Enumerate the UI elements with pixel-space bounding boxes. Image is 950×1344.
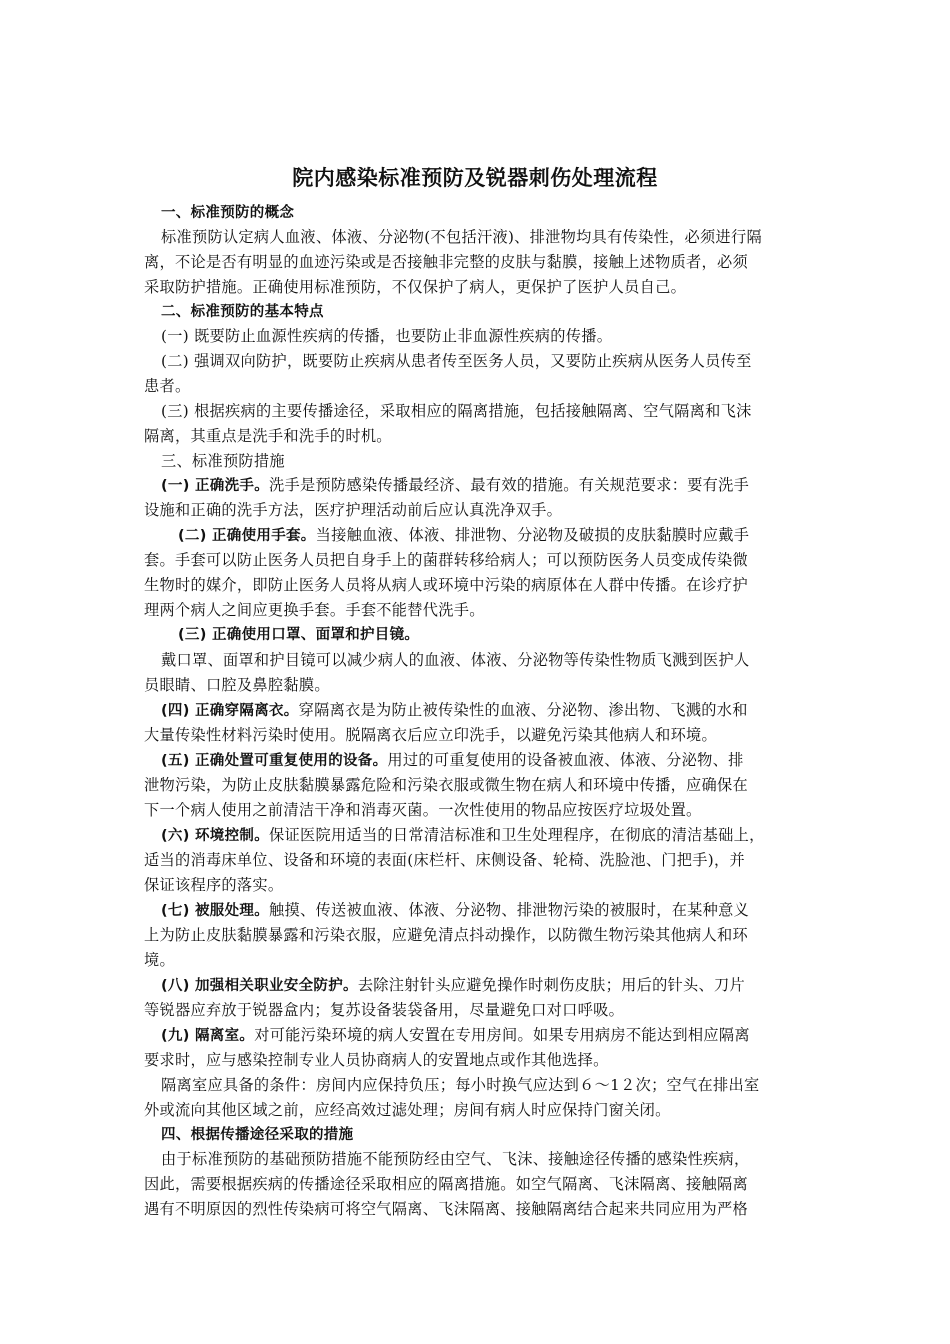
measure-8-line	[161, 974, 745, 997]
measure-7-heading: (七) 被服处理。	[161, 903, 270, 919]
measure-2-line	[178, 524, 749, 547]
paragraph-line: 要求时，应与感染控制专业人员协商病人的安置地点或作其他选择。	[144, 1051, 609, 1069]
section-heading-4: 四、根据传播途径采取的措施	[161, 1127, 354, 1143]
paragraph-line: 隔离室应具备的条件：房间内应保持负压；每小时换气应达到６～1２次；空气在排出室	[161, 1076, 760, 1094]
measure-5-line	[161, 749, 744, 772]
measure-5-text: 用过的可重复使用的设备被血液、体液、分泌物、排	[387, 751, 744, 769]
paragraph-line: 离，不论是否有明显的血迹污染或是否接触非完整的皮肤与黏膜，接触上述物质者，必须	[144, 253, 749, 271]
section-heading-1: 一、标准预防的概念	[161, 205, 295, 221]
paragraph-line: 员眼睛、口腔及鼻腔黏膜。	[144, 676, 330, 694]
paragraph-line: 泄物污染，为防止皮肤黏膜暴露危险和污染衣服或微生物在病人和环境中传播，应确保在	[144, 776, 749, 794]
section-heading-3: 三、标准预防措施	[161, 452, 285, 470]
paragraph-line: 采取防护措施。正确使用标准预防，不仅保护了病人，更保护了医护人员自己。	[144, 278, 687, 296]
measure-1-text: 洗手是预防感染传播最经济、最有效的措施。有关规范要求：要有洗手	[269, 476, 750, 494]
paragraph-line: (三) 根据疾病的主要传播途径，采取相应的隔离措施，包括接触隔离、空气隔离和飞沫	[161, 402, 752, 420]
measure-6-text: 保证医院用适当的日常清洁标准和卫生处理程序，在彻底的清洁基础上，	[269, 826, 765, 844]
paragraph-line: (一) 既要防止血源性疾病的传播，也要防止非血源性疾病的传播。	[161, 327, 613, 345]
paragraph-line: 因此，需要根据疾病的传播途径采取相应的隔离措施。如空气隔离、飞沫隔离、接触隔离	[144, 1175, 749, 1193]
paragraph-line: 外或流向其他区域之前，应经高效过滤处理；房间有病人时应保持门窗关闭。	[144, 1101, 671, 1119]
measure-3-heading: (三) 正确使用口罩、面罩和护目镜。	[178, 627, 420, 643]
paragraph-line: 生物时的媒介，即防止医务人员将从病人或环境中污染的病原体在人群中传播。在诊疗护	[144, 576, 749, 594]
document-title: 院内感染标准预防及锐器刺伤处理流程	[292, 166, 658, 190]
paragraph-line: 适当的消毒床单位、设备和环境的表面(床栏杆、床侧设备、轮椅、洗脸池、门把手)，并	[144, 851, 745, 869]
paragraph-line: 遇有不明原因的烈性传染病可将空气隔离、飞沫隔离、接触隔离结合起来共同应用为严格	[144, 1200, 749, 1218]
measure-2-text: 当接触血液、体液、排泄物、分泌物及破损的皮肤黏膜时应戴手	[315, 526, 750, 544]
measure-4-text: 穿隔离衣是为防止被传染性的血液、分泌物、渗出物、飞溅的水和	[298, 701, 748, 719]
paragraph-line: 套。手套可以防止医务人员把自身手上的菌群转移给病人；可以预防医务人员变成传染微	[144, 551, 749, 569]
paragraph-line: (二) 强调双向防护，既要防止疾病从患者传至医务人员，又要防止疾病从医务人员传至	[161, 352, 752, 370]
measure-9-text: 对可能污染环境的病人安置在专用房间。如果专用病房不能达到相应隔离	[254, 1026, 750, 1044]
paragraph-line: 境。	[144, 951, 175, 969]
section-heading-2: 二、标准预防的基本特点	[161, 304, 324, 320]
measure-9-heading: (九) 隔离室。	[161, 1028, 255, 1044]
paragraph-line: 标准预防认定病人血液、体液、分泌物(不包括汗液)、排泄物均具有传染性，必须进行隔	[161, 228, 762, 246]
paragraph-line: 上为防止皮肤黏膜暴露和污染衣服，应避免清点抖动操作，以防微生物污染其他病人和环	[144, 926, 749, 944]
paragraph-line: 戴口罩、面罩和护目镜可以减少病人的血液、体液、分泌物等传染性物质飞溅到医护人	[161, 651, 750, 669]
paragraph-line: 隔离，其重点是洗手和洗手的时机。	[144, 427, 392, 445]
paragraph-line: 设施和正确的洗手方法，医疗护理活动前后应认真洗净双手。	[144, 501, 563, 519]
measure-8-text: 去除注射针头应避免操作时刺伤皮肤；用后的针头、刀片	[357, 976, 745, 994]
paragraph-line: 患者。	[144, 377, 191, 395]
measure-9-line	[161, 1024, 750, 1047]
paragraph-line: 理两个病人之间应更换手套。手套不能替代洗手。	[144, 601, 485, 619]
measure-4-line	[161, 699, 748, 722]
measure-2-heading: (二) 正确使用手套。	[178, 528, 316, 544]
paragraph-line: 大量传染性材料污染时使用。脱隔离衣后应立印洗手，以避免污染其他病人和环境。	[144, 726, 718, 744]
measure-1-line	[161, 474, 749, 497]
paragraph-line: 等锐器应弃放于锐器盒内；复苏设备装袋备用，尽量避免口对口呼吸。	[144, 1001, 625, 1019]
paragraph-line: 下一个病人使用之前清洁干净和消毒灭菌。一次性使用的物品应按医疗垃圾处置。	[144, 801, 702, 819]
measure-8-heading: (八) 加强相关职业安全防护。	[161, 978, 358, 994]
paragraph-line: 保证该程序的落实。	[144, 876, 284, 894]
measure-4-heading: (四) 正确穿隔离衣。	[161, 703, 299, 719]
measure-6-heading: (六) 环境控制。	[161, 828, 270, 844]
paragraph-line: 由于标准预防的基础预防措施不能预防经由空气、飞沫、接触途径传播的感染性疾病，	[161, 1150, 750, 1168]
measure-5-heading: (五) 正确处置可重复使用的设备。	[161, 753, 388, 769]
measure-7-line	[161, 899, 749, 922]
measure-7-text: 触摸、传送被血液、体液、分泌物、排泄物污染的被服时，在某种意义	[269, 901, 750, 919]
measure-6-line	[161, 824, 765, 847]
measure-1-heading: (一) 正确洗手。	[161, 478, 270, 494]
